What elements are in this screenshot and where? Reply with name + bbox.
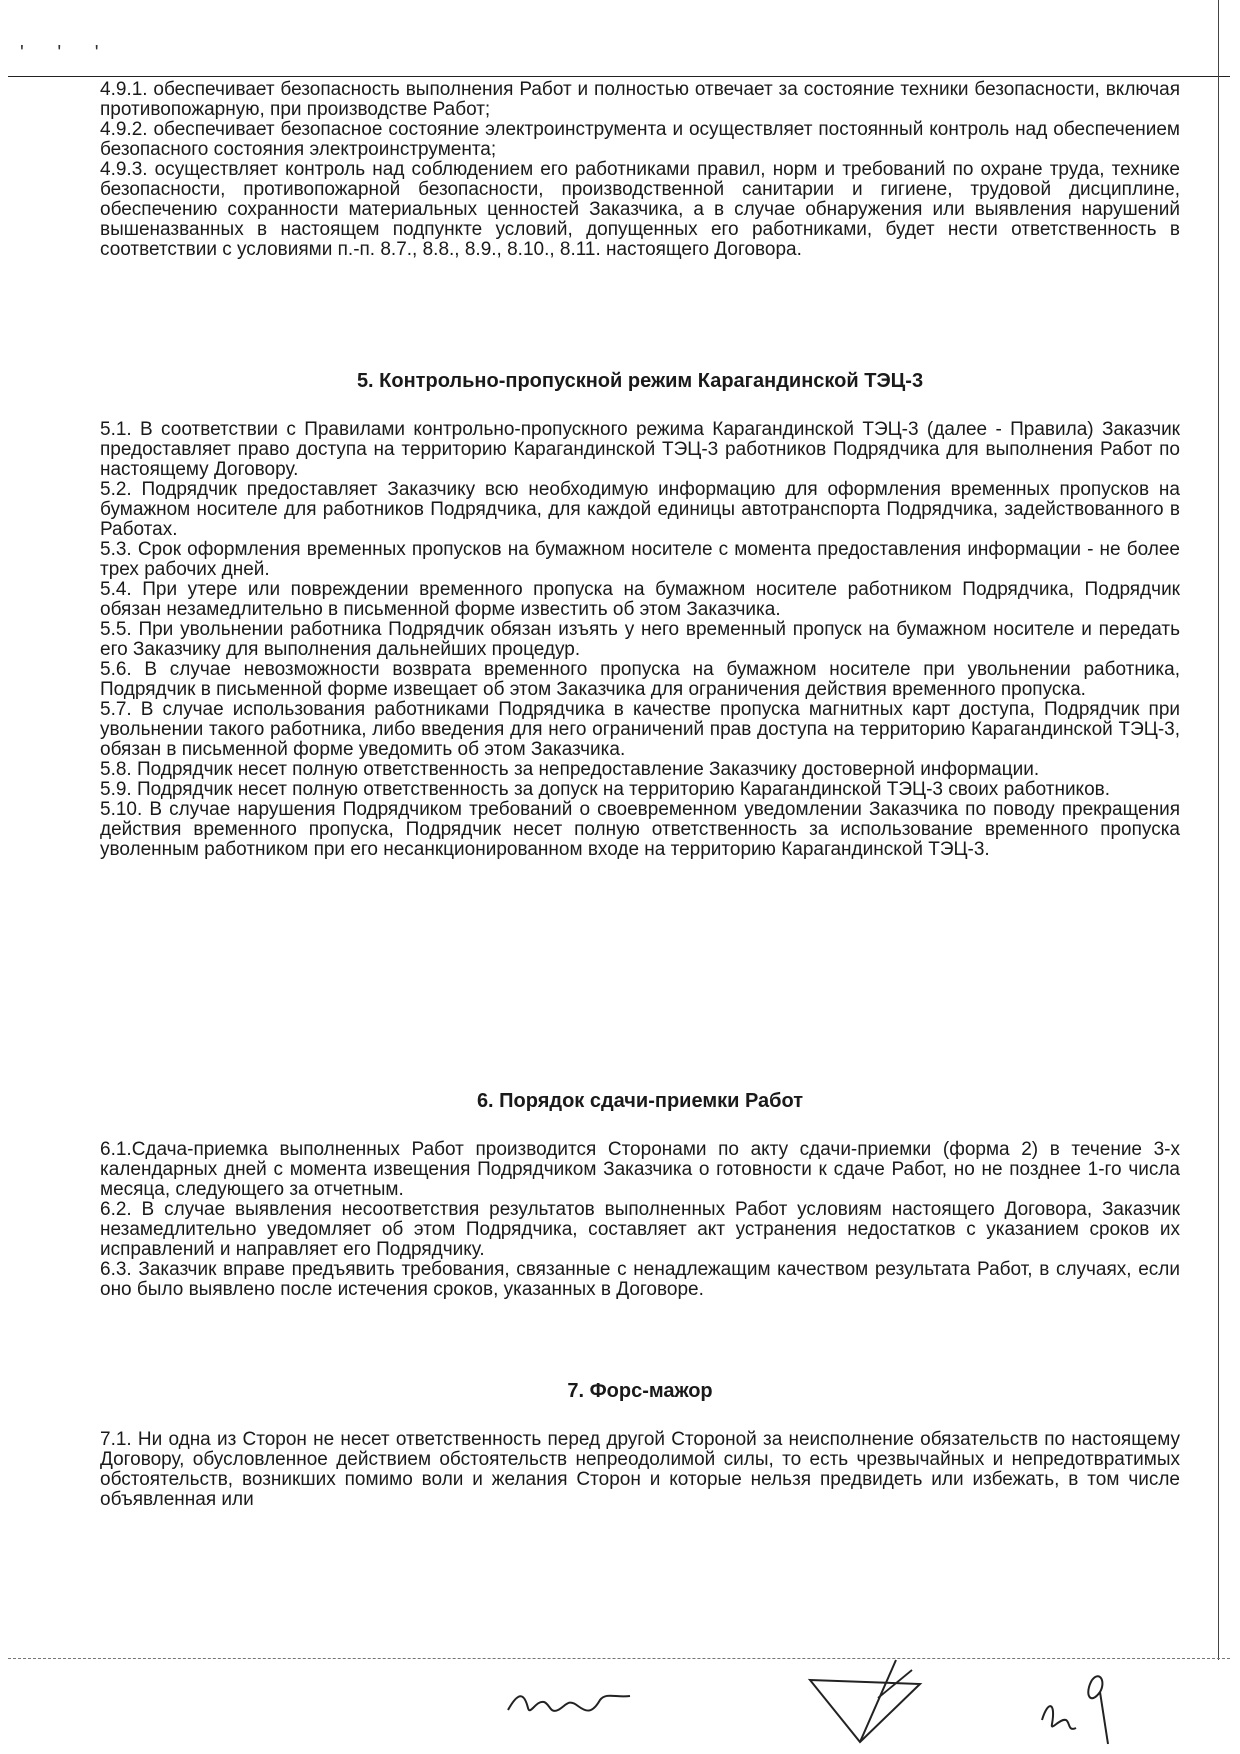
clause-5-9: 5.9. Подрядчик несет полную ответственность за допуск на территорию Карагандинской ТЭЦ-3 своих работников.: [100, 779, 1111, 800]
clause-5-8: 5.8. Подрядчик несет полную ответственность за непредоставление Заказчику достоверной информации.: [100, 759, 1040, 780]
clause-5-4: 5.4. При утере или повреждении временного пропуска на бумажном носителе работником Подрядчика, Подрядчик обязан незамедлительно в письменной форме известить об этом Заказчика.: [100, 579, 1180, 620]
clause-4-9-3: 4.9.3. осуществляет контроль над соблюдением его работниками правил, норм и требований по охране труда, технике безопасности, противопожарной безопасности, производственной санитарии и гигиене, трудовой дисциплине, обеспечению сохранности материальных ценностей Заказчика, а в случае обнаружения или выявления нарушений вышеназванных в настоящем подпункте условий, допущенных его работниками, будет нести ответственность в соответствии с условиями п.-п. 8.7., 8.8., 8.9., 8.10., 8.11. настоящего Договора.: [100, 159, 1180, 260]
clause-5-6: 5.6. В случае невозможности возврата временного пропуска на бумажном носителе при увольнении работника, Подрядчик в письменной форме извещает об этом Заказчика для ограничения действия временного пропуска.: [100, 659, 1180, 700]
clause-5-3: 5.3. Срок оформления временных пропусков на бумажном носителе с момента предоставления информации - не более трех рабочих дней.: [100, 539, 1180, 580]
clause-5-2: 5.2. Подрядчик предоставляет Заказчику всю необходимую информацию для оформления временных пропусков на бумажном носителе для работников Подрядчика, для каждой единицы автотранспорта Подрядчика, задействованного в Работах.: [100, 479, 1180, 540]
scan-marks: ' ' ': [20, 42, 113, 64]
signature-2: [800, 1650, 940, 1750]
clause-7-1: 7.1. Ни одна из Сторон не несет ответственность перед другой Стороной за неисполнение обязательств по настоящему Договору, обусловленное действием обстоятельств непреодолимой силы, то есть чрезвычайных и непредотвратимых обстоятельств, возникших помимо воли и желания Сторон и которые нельзя предвидеть или избежать, в том числе объявленная или: [100, 1429, 1180, 1510]
clause-5-10: 5.10. В случае нарушения Подрядчиком требований о своевременном уведомлении Заказчика по поводу прекращения действия временного пропуска, Подрядчик несет полную ответственность за использование временного пропуска уволенным работником при его несанкционированном входе на территорию Карагандинской ТЭЦ-3.: [100, 799, 1180, 860]
margin-rule: [1218, 0, 1219, 1660]
clause-6-1: 6.1.Сдача-приемка выполненных Работ производится Сторонами по акту сдачи-приемки (форма 2) в течение 3-х календарных дней с момента извещения Подрядчиком Заказчика о готовности к сдаче Работ, но не позднее 1-го числа месяца, следующего за отчетным.: [100, 1139, 1180, 1200]
section-7-body: [100, 1430, 1180, 1510]
clause-4-9-1: 4.9.1. обеспечивает безопасность выполнения Работ и полностью отвечает за состояние техники безопасности, включая противопожарную, при производстве Работ;: [100, 79, 1180, 120]
clause-5-7: 5.7. В случае использования работниками Подрядчика в качестве пропуска магнитных карт доступа, Подрядчик при увольнении такого работника, либо введения для него ограничений прав доступа на территорию Карагандинской ТЭЦ-3, обязан в письменной форме уведомить об этом Заказчика.: [100, 699, 1180, 760]
signature-3: [1030, 1640, 1140, 1750]
section-4-tail: [100, 80, 1180, 260]
clause-5-1: 5.1. В соответствии с Правилами контрольно-пропускного режима Карагандинской ТЭЦ-3 (далее - Правила) Заказчик предоставляет право доступа на территорию Карагандинской ТЭЦ-3 работников Подрядчика для выполнения Работ по настоящему Договору.: [100, 419, 1180, 480]
section-6-body: [100, 1140, 1180, 1300]
section-5-title: 5. Контрольно-пропускной режим Карагандинской ТЭЦ-3: [356, 370, 924, 392]
clause-6-2: 6.2. В случае выявления несоответствия результатов выполненных Работ условиям настоящего Договора, Заказчик незамедлительно уведомляет об этом Подрядчика, составляет акт устранения недостатков с указанием сроков их исправлений и направляет его Подрядчику.: [100, 1199, 1180, 1260]
clause-4-9-2: 4.9.2. обеспечивает безопасное состояние электроинструмента и осуществляет постоянный контроль над обеспечением безопасного состояния электроинструмента;: [100, 119, 1180, 160]
clause-5-5: 5.5. При увольнении работника Подрядчик обязан изъять у него временный пропуск на бумажном носителе и передать его Заказчику для выполнения дальнейших процедур.: [100, 619, 1180, 660]
section-5-body: [100, 420, 1180, 860]
section-6-title: 6. Порядок сдачи-приемки Работ: [476, 1090, 804, 1112]
signature-1: [500, 1670, 640, 1730]
header-rule: [8, 76, 1230, 77]
clause-6-3: 6.3. Заказчик вправе предъявить требования, связанные с ненадлежащим качеством результата Работ, в случаях, если оно было выявлено после истечения сроков, указанных в Договоре.: [100, 1259, 1180, 1300]
section-7-title: 7. Форс-мажор: [567, 1380, 713, 1402]
